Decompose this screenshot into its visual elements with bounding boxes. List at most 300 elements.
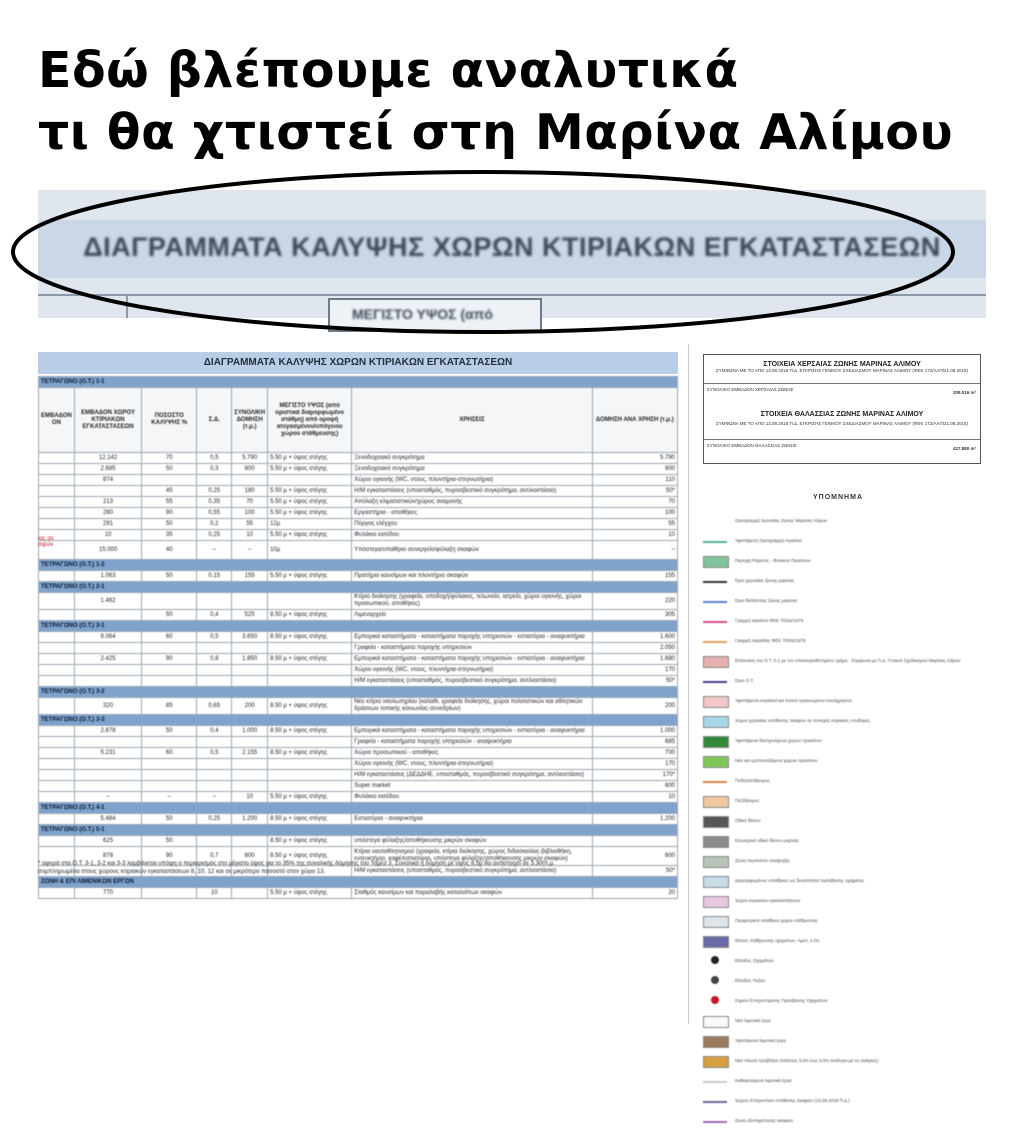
legend-title: ΥΠΟΜΝΗΜΑ bbox=[813, 494, 863, 501]
legend-color-swatch bbox=[703, 936, 729, 948]
legend-item bbox=[703, 632, 983, 652]
section-label: ΤΕΤΡΑΓΩΝΟ (Ο.Τ.) 5-1 bbox=[39, 825, 678, 836]
cell-v: 685 bbox=[592, 737, 677, 748]
table-row bbox=[39, 770, 678, 781]
cell-use: Εμπορικά καταστήματα - καταστήματα παροχής υπηρεσιών - εστιατόρια - αναψυκτήρια bbox=[352, 726, 592, 737]
legend-color-swatch bbox=[703, 1016, 729, 1028]
cell-p bbox=[142, 770, 197, 781]
cell-tot: 5.790 bbox=[232, 453, 268, 464]
land-zone-value: 209.016 m² bbox=[952, 390, 976, 395]
coverage-table-document bbox=[38, 340, 678, 1024]
cell-v: 200 bbox=[592, 698, 677, 715]
legend-color-swatch bbox=[703, 716, 729, 728]
cell-tot: 100 bbox=[232, 508, 268, 519]
cell-tot: 180 bbox=[232, 486, 268, 497]
table-row bbox=[39, 643, 678, 654]
legend-item bbox=[703, 832, 983, 852]
cell-empty bbox=[39, 770, 75, 781]
cell-h: 5.50 μ + ύψος στέγης bbox=[268, 792, 352, 803]
legend-line-swatch bbox=[703, 781, 727, 783]
cell-a: 9.064 bbox=[74, 632, 141, 643]
legend-item bbox=[703, 672, 983, 692]
cell-use: Πύργος ελέγχου bbox=[352, 519, 592, 530]
legend-line-swatch bbox=[703, 1101, 727, 1103]
cell-v: 220 bbox=[592, 593, 677, 610]
cell-p bbox=[142, 665, 197, 676]
legend-blank-swatch bbox=[703, 516, 727, 526]
legend-item bbox=[703, 692, 983, 712]
cell-v: 10 bbox=[592, 792, 677, 803]
cell-h: 12μ bbox=[268, 519, 352, 530]
legend-color-swatch bbox=[703, 856, 729, 868]
table-row bbox=[39, 508, 678, 519]
cell-empty bbox=[39, 737, 75, 748]
cell-a: 625 bbox=[74, 836, 141, 847]
cell-v: 170* bbox=[592, 770, 677, 781]
cell-empty bbox=[39, 453, 75, 464]
cell-v: 2.050 bbox=[592, 643, 677, 654]
cell-a bbox=[74, 610, 141, 621]
cell-use: Κτίριο διοίκησης (γραφεία, υποδοχή/φύλακες, τελωνείο, ιατρείο, χώροι υγιεινής, χώροι προσωπικού, αποθήκες) bbox=[352, 593, 592, 610]
legend-item-label: Υφιστάμενα διατηρούμενα χώρου πρασίνου bbox=[735, 738, 822, 743]
legend-item-label: Πεζόδρομος bbox=[735, 798, 760, 803]
table-row bbox=[39, 814, 678, 825]
cell-h bbox=[268, 676, 352, 687]
table-row bbox=[39, 781, 678, 792]
cell-tot: 155 bbox=[232, 571, 268, 582]
legend-color-swatch bbox=[703, 696, 729, 708]
cell-sd: 0,25 bbox=[197, 486, 232, 497]
cell-tot: 2.155 bbox=[232, 748, 268, 759]
cell-p: 60 bbox=[142, 748, 197, 759]
cell-sd: 0,4 bbox=[197, 726, 232, 737]
cell-use: Χώροι προσωπικού - αποθήκες bbox=[352, 748, 592, 759]
coverage-table bbox=[38, 376, 678, 899]
cell-a: 15.000 bbox=[74, 541, 141, 560]
highlight-ellipse bbox=[8, 168, 958, 336]
cell-empty bbox=[39, 888, 75, 899]
legend-item bbox=[703, 1012, 983, 1032]
cell-sd bbox=[197, 643, 232, 654]
section-row bbox=[39, 877, 678, 888]
cell-tot: 1.000 bbox=[232, 726, 268, 737]
legend-item bbox=[703, 592, 983, 612]
cell-h bbox=[268, 737, 352, 748]
cell-a: 2.425 bbox=[74, 654, 141, 665]
cell-sd bbox=[197, 737, 232, 748]
legend-item-label: Χώροι κτιριακών εγκαταστάσεων bbox=[735, 898, 801, 903]
cell-v: 600 bbox=[592, 781, 677, 792]
red-margin-note: ίας σε σφών bbox=[38, 536, 54, 548]
cell-tot: 70 bbox=[232, 497, 268, 508]
legend-item-label: Είσοδος Πεζών bbox=[735, 978, 766, 983]
cell-p bbox=[142, 593, 197, 610]
cell-empty bbox=[39, 792, 75, 803]
legend-item bbox=[703, 1052, 983, 1072]
cell-sd: 0,15 bbox=[197, 571, 232, 582]
cell-a: 320 bbox=[74, 698, 141, 715]
cell-a bbox=[74, 781, 141, 792]
table-row bbox=[39, 571, 678, 582]
legend-item-label: Επέκταση του Ο.Τ. 5-1 με τον επαναοριοθετημένο τμήμα - Σύμφωνα με Π.Δ. Γενικού Σχεδιασμού Μαρίνας Αλίμου bbox=[735, 658, 961, 663]
cell-use: Χώροι υγιεινής (WC, ντους, πλυντήρια-στεγνωτήρια) bbox=[352, 759, 592, 770]
legend-color-swatch bbox=[703, 1036, 729, 1048]
section-row bbox=[39, 621, 678, 632]
cell-p: 90 bbox=[142, 508, 197, 519]
cell-tot: 200 bbox=[232, 698, 268, 715]
legend-color-swatch bbox=[703, 556, 729, 568]
cell-empty bbox=[39, 814, 75, 825]
cell-sd bbox=[197, 759, 232, 770]
cell-h bbox=[268, 665, 352, 676]
cell-h: 5.50 μ + ύψος στέγης bbox=[268, 571, 352, 582]
cell-p: 50 bbox=[142, 519, 197, 530]
legend-item-label: Οριογραμμή Χερσαίας Ζώνης Μαρίνας Αλίμου bbox=[735, 518, 828, 523]
cell-h: 5.50 μ + ύψος στέγης bbox=[268, 497, 352, 508]
table-row bbox=[39, 759, 678, 770]
cell-use: Ξενοδοχειακό συγκρότημα bbox=[352, 464, 592, 475]
legend-panel bbox=[688, 344, 987, 1123]
cell-v: 70 bbox=[592, 497, 677, 508]
cell-tot bbox=[232, 593, 268, 610]
land-zone-title: ΣΤΟΙΧΕΙΑ ΧΕΡΣΑΙΑΣ ΖΩΝΗΣ ΜΑΡΙΝΑΣ ΑΛΙΜΟΥ bbox=[763, 361, 921, 368]
header-cell: ΧΡΗΣΕΙΣ bbox=[352, 388, 592, 453]
cell-p: 50 bbox=[142, 836, 197, 847]
cell-sd: 0,3 bbox=[197, 464, 232, 475]
cell-use: Φυλάκιο εισόδου bbox=[352, 530, 592, 541]
cell-empty bbox=[39, 836, 75, 847]
cell-p: 50 bbox=[142, 610, 197, 621]
cell-empty bbox=[39, 508, 75, 519]
cell-p: 50 bbox=[142, 814, 197, 825]
cell-sd bbox=[197, 665, 232, 676]
section-label: ΤΕΤΡΑΓΩΝΟ (Ο.Τ.) 2-1 bbox=[39, 582, 678, 593]
table-row bbox=[39, 593, 678, 610]
cell-empty bbox=[39, 519, 75, 530]
banner-title: ΔΙΑΓΡΑΜΜΑΤΑ ΚΑΛΥΨΗΣ ΧΩΡΩΝ ΚΤΙΡΙΑΚΩΝ ΕΓΚΑΤΑΣΤΑΣΕΩΝ bbox=[83, 232, 941, 262]
cell-a: 10 bbox=[74, 530, 141, 541]
legend-color-swatch bbox=[703, 876, 729, 888]
cell-h: 10μ bbox=[268, 541, 352, 560]
legend-item bbox=[703, 612, 983, 632]
legend-item bbox=[703, 552, 983, 572]
table-row bbox=[39, 676, 678, 687]
cell-v: 170 bbox=[592, 759, 677, 770]
zone-data-box bbox=[703, 354, 981, 464]
cell-v: 5.790 bbox=[592, 453, 677, 464]
legend-item bbox=[703, 872, 983, 892]
cell-sd bbox=[197, 781, 232, 792]
legend-dot-swatch bbox=[711, 956, 719, 964]
legend-color-swatch bbox=[703, 836, 729, 848]
legend-item bbox=[703, 792, 983, 812]
cell-tot bbox=[232, 676, 268, 687]
cell-use: Λιμεναρχείο bbox=[352, 610, 592, 621]
cell-v: 700 bbox=[592, 748, 677, 759]
cell-sd: 0,2 bbox=[197, 519, 232, 530]
legend-item bbox=[703, 912, 983, 932]
legend-color-swatch bbox=[703, 656, 729, 668]
section-row bbox=[39, 560, 678, 571]
cell-h bbox=[268, 593, 352, 610]
cell-p: – bbox=[142, 792, 197, 803]
cell-sd bbox=[197, 676, 232, 687]
cell-empty bbox=[39, 654, 75, 665]
legend-item-label: Νέα πλωτή προβλήτα (πλάτους 3,0m έως 5,0m ανάλογα με τις ανάγκες) bbox=[735, 1058, 879, 1063]
cell-a: 878 bbox=[74, 847, 141, 866]
cell-a: 12.142 bbox=[74, 453, 141, 464]
cell-tot: 55 bbox=[232, 519, 268, 530]
headline-line-2: τι θα χτιστεί στη Μαρίνα Αλίμου bbox=[38, 104, 954, 161]
cell-tot: 10 bbox=[232, 530, 268, 541]
legend-line-swatch bbox=[703, 1121, 727, 1123]
cell-empty bbox=[39, 676, 75, 687]
table-row bbox=[39, 698, 678, 715]
cell-tot bbox=[232, 770, 268, 781]
table-row bbox=[39, 836, 678, 847]
table-row bbox=[39, 453, 678, 464]
land-zone-subtitle: ΣΥΜΦΩΝΑ ΜΕ ΤΟ ΑΠΟ 13.08.2018 Π.Δ. ΕΓΚΡΙΣΗΣ ΓΕΝΙΚΟΥ ΣΧΕΔΙΑΣΜΟΥ ΜΑΡΙΝΑΣ ΑΛΙΜΟΥ (ΦΕΚ 172/ΑΑΠ/21.08.2018) bbox=[715, 368, 969, 373]
legend-item-label: Χώρος Επιτρεπτών Απόθεσης Σκαφών (13.08.2018 Π.Δ.) bbox=[735, 1098, 850, 1103]
legend-item-label: Ποδηλατόδρομος bbox=[735, 778, 770, 783]
cell-p bbox=[142, 475, 197, 486]
cell-tot bbox=[232, 643, 268, 654]
cell-p bbox=[142, 643, 197, 654]
sea-zone-row bbox=[704, 439, 980, 462]
sea-zone-title: ΣΤΟΙΧΕΙΑ ΘΑΛΑΣΣΙΑΣ ΖΩΝΗΣ ΜΑΡΙΝΑΣ ΑΛΙΜΟΥ bbox=[760, 411, 924, 418]
cell-p: 35 bbox=[142, 530, 197, 541]
legend-item bbox=[703, 652, 983, 672]
cell-empty bbox=[39, 497, 75, 508]
legend-item-label: Νέα λιμενικά έργα bbox=[735, 1018, 771, 1023]
table-row bbox=[39, 632, 678, 643]
cell-tot: 800 bbox=[232, 464, 268, 475]
cell-p: 90 bbox=[142, 847, 197, 866]
table-row bbox=[39, 792, 678, 803]
cell-tot: 3.650 bbox=[232, 632, 268, 643]
cell-sd: 0,5 bbox=[197, 632, 232, 643]
legend-item bbox=[703, 852, 983, 872]
sea-zone-label: ΣΥΝΟΛΙΚΟ ΕΜΒΑΔΟΝ ΘΑΛΑΣΣΙΑΣ ΖΩΝΗΣ bbox=[707, 443, 797, 448]
cell-a: 213 bbox=[74, 497, 141, 508]
section-row bbox=[39, 803, 678, 814]
cell-empty bbox=[39, 643, 75, 654]
cell-sd bbox=[197, 593, 232, 610]
cell-a: 2.878 bbox=[74, 726, 141, 737]
legend-item bbox=[703, 532, 983, 552]
cell-a: – bbox=[74, 792, 141, 803]
cell-sd: 0,5 bbox=[197, 453, 232, 464]
legend-item bbox=[703, 1032, 983, 1052]
legend-color-swatch bbox=[703, 916, 729, 928]
cell-tot bbox=[232, 781, 268, 792]
table-title: ΔΙΑΓΡΑΜΜΑΤΑ ΚΑΛΥΨΗΣ ΧΩΡΩΝ ΚΤΙΡΙΑΚΩΝ ΕΓΚΑΤΑΣΤΑΣΕΩΝ bbox=[38, 352, 678, 374]
cell-empty bbox=[39, 698, 75, 715]
cell-h: 8.50 μ + ύψος στέγης bbox=[268, 748, 352, 759]
cell-tot bbox=[232, 475, 268, 486]
cell-h: 5.50 μ + ύψος στέγης bbox=[268, 530, 352, 541]
cell-a: 874 bbox=[74, 475, 141, 486]
cell-a: 2.685 bbox=[74, 464, 141, 475]
cell-p: 50 bbox=[142, 571, 197, 582]
section-row: ΤΕΤΡΑΓΩΝΟ (Ο.Τ.) 1-1 bbox=[39, 377, 678, 388]
cell-tot: 10 bbox=[232, 792, 268, 803]
cell-p: 45 bbox=[142, 486, 197, 497]
cell-v: 110 bbox=[592, 475, 677, 486]
cell-empty bbox=[39, 610, 75, 621]
legend-item-label: Γραμμή αιγιαλού ΦΕΚ 703/Δ/1979 bbox=[735, 618, 804, 623]
cell-empty bbox=[39, 665, 75, 676]
cell-h: 8.50 μ + ύψος στέγης bbox=[268, 836, 352, 847]
cell-sd: 0,5 bbox=[197, 748, 232, 759]
cell-sd bbox=[197, 836, 232, 847]
cell-sd: 0,65 bbox=[197, 698, 232, 715]
table-row bbox=[39, 654, 678, 665]
legend-item-label: Ζώνη περιπάτου αναψυχής bbox=[735, 858, 790, 863]
cell-empty bbox=[39, 475, 75, 486]
legend-line-swatch bbox=[703, 541, 727, 543]
cell-v: 50* bbox=[592, 486, 677, 497]
cell-v: 50* bbox=[592, 866, 677, 877]
legend-item bbox=[703, 732, 983, 752]
cell-v: 1.600 bbox=[592, 632, 677, 643]
legend-line-swatch bbox=[703, 601, 727, 603]
cell-p bbox=[142, 737, 197, 748]
header-row bbox=[39, 388, 678, 453]
legend-item-label: Οδικό δίκτυο bbox=[735, 818, 761, 823]
cell-p: 90 bbox=[142, 654, 197, 665]
cell-use: Ξενοδοχειακό συγκρότημα bbox=[352, 453, 592, 464]
cell-a: 1.462 bbox=[74, 593, 141, 610]
table-row bbox=[39, 464, 678, 475]
section-label: ΤΕΤΡΑΓΩΝΟ (Ο.Τ.) 3-1 bbox=[39, 621, 678, 632]
table-row bbox=[39, 665, 678, 676]
table-row bbox=[39, 737, 678, 748]
legend-line-swatch bbox=[703, 621, 727, 623]
legend-color-swatch bbox=[703, 756, 729, 768]
legend-item bbox=[703, 972, 983, 992]
cell-sd: 0,8 bbox=[197, 654, 232, 665]
cell-use: Εμπορικά καταστήματα - καταστήματα παροχής υπηρεσιών - εστιατόρια - αναψυκτήρια bbox=[352, 654, 592, 665]
legend-item-label: Γραμμή παραλίας ΦΕΚ 703/Δ/1979 bbox=[735, 638, 806, 643]
legend-item bbox=[703, 892, 983, 912]
cell-empty bbox=[39, 486, 75, 497]
cell-tot: 600 bbox=[232, 847, 268, 866]
table-row bbox=[39, 497, 678, 508]
legend-dot-swatch bbox=[711, 996, 719, 1004]
section-row bbox=[39, 687, 678, 698]
legend-item bbox=[703, 1072, 983, 1092]
cell-sd: 0,55 bbox=[197, 508, 232, 519]
cell-v: 600 bbox=[592, 847, 677, 866]
cell-a bbox=[74, 486, 141, 497]
cell-tot bbox=[232, 759, 268, 770]
cell-use: Η/Μ εγκαταστάσεις (υποσταθμός, πυροσβεστικό συγκρότημα, αντλιοστάσιο) bbox=[352, 486, 592, 497]
legend-line-swatch bbox=[703, 681, 727, 683]
cell-v: – bbox=[592, 541, 677, 560]
cell-tot bbox=[232, 888, 268, 899]
legend-item-label: Υφιστάμενη Οριογραμμή Αιγιαλού bbox=[735, 538, 802, 543]
legend-item-label: Είσοδος Οχημάτων bbox=[735, 958, 774, 963]
section-label: ΤΕΤΡΑΓΩΝΟ (Ο.Τ.) 4-1 bbox=[39, 803, 678, 814]
cell-sd bbox=[197, 770, 232, 781]
banner-subheading: ΜΕΓΙΣΤΟ ΥΨΟΣ (από bbox=[352, 306, 493, 322]
cell-h: 8.50 μ + ύψος στέγης bbox=[268, 632, 352, 643]
legend-item bbox=[703, 1112, 983, 1132]
cell-v: 50* bbox=[592, 676, 677, 687]
cell-empty bbox=[39, 593, 75, 610]
legend-item-label: Όριο χερσαίας ζώνης μαρίνας bbox=[735, 578, 795, 583]
cell-v: 55 bbox=[592, 519, 677, 530]
legend-item-label: Περιμετρικοί υπαίθριοι χώροι στάθμευσης bbox=[735, 918, 818, 923]
cell-use: Απόλαξη κλιματιστικών/χώρος αναμονής bbox=[352, 497, 592, 508]
legend-item-label: Υφιστάμενοι κτιριακοί και λοιποί οργανωμένοι κοινόχρηστοι bbox=[735, 698, 852, 703]
cell-a bbox=[74, 665, 141, 676]
legend-item bbox=[703, 572, 983, 592]
legend-list bbox=[703, 512, 983, 1132]
legend-item bbox=[703, 512, 983, 532]
table-row bbox=[39, 748, 678, 759]
cell-v: 1.200 bbox=[592, 814, 677, 825]
footnote-line-2: συμπληρωμένα στους χώρους κτιριακών εγκαταστάσεων 8, 10, 12 και σε μικρότερο ποσοστό στον χώρο 13. bbox=[38, 869, 326, 875]
footnote bbox=[38, 860, 678, 876]
cell-h: 8.50 μ + ύψος στέγης bbox=[268, 654, 352, 665]
legend-item bbox=[703, 1092, 983, 1112]
cell-use: Εμπορικά καταστήματα - καταστήματα παροχής υπηρεσιών - εστιατόρια - αναψυκτήρια bbox=[352, 632, 592, 643]
cell-use: Χώροι υγιεινής (WC, ντους, πλυντήρια-στεγνωτήρια) bbox=[352, 475, 592, 486]
section-label: ΤΕΤΡΑΓΩΝΟ (Ο.Τ.) 1-2 bbox=[39, 560, 678, 571]
legend-color-swatch bbox=[703, 816, 729, 828]
section-label: ΤΕΤΡΑΓΩΝΟ (Ο.Τ.) 3-2 bbox=[39, 687, 678, 698]
cell-h: 5.50 μ + ύψος στέγης bbox=[268, 464, 352, 475]
cell-p: 40 bbox=[142, 541, 197, 560]
header-cell: ΕΜΒΑΔΟΝ ΧΩΡΟΥ ΚΤΙΡΙΑΚΩΝ ΕΓΚΑΤΑΣΤΑΣΕΩΝ bbox=[74, 388, 141, 453]
cell-v: 155 bbox=[592, 571, 677, 582]
legend-item-label: Εσωτερικό οδικό δίκτυο μαρίνας bbox=[735, 838, 799, 843]
cell-tot bbox=[232, 737, 268, 748]
section-row bbox=[39, 715, 678, 726]
cell-use: Γραφεία - καταστήματα παροχής υπηρεσιών - αναψυκτήρια bbox=[352, 737, 592, 748]
legend-color-swatch bbox=[703, 736, 729, 748]
cell-empty bbox=[39, 781, 75, 792]
table-row bbox=[39, 610, 678, 621]
cell-use: Super market bbox=[352, 781, 592, 792]
cell-use: Χώροι υγιεινής (WC, ντους, πλυντήρια-στεγνωτήρια) bbox=[352, 665, 592, 676]
cell-tot: 525 bbox=[232, 610, 268, 621]
cell-h bbox=[268, 781, 352, 792]
cell-tot bbox=[232, 665, 268, 676]
cell-use: Η/Μ εγκαταστάσεις (υποσταθμός, πυροσβεστικό συγκρότημα, αντλιοστάσιο) bbox=[352, 866, 592, 877]
header-cell: ΜΕΓΙΣΤΟ ΥΨΟΣ (από οριστικά διαμορφωμένο στάθμη) από οροφή ατεγασμένου/υπόγειου χώρου στάθμευσης) bbox=[268, 388, 352, 453]
land-zone-label: ΣΥΝΟΛΙΚΟ ΕΜΒΑΔΟΝ ΧΕΡΣΑΙΑΣ ΖΩΝΗΣ bbox=[707, 387, 794, 392]
header-cell: Σ.Δ. bbox=[197, 388, 232, 453]
cell-h: 8.50 μ + ύψος στέγης bbox=[268, 726, 352, 737]
cell-empty bbox=[39, 748, 75, 759]
cell-empty bbox=[39, 571, 75, 582]
section-row bbox=[39, 582, 678, 593]
section-label: ΤΕΤΡΑΓΩΝΟ (Ο.Τ.) 3-3 bbox=[39, 715, 678, 726]
header-cell: ΣΥΝΟΛΙΚΗ ΔΟΜΗΣΗ (τ.μ.) bbox=[232, 388, 268, 453]
cell-p bbox=[142, 888, 197, 899]
legend-color-swatch bbox=[703, 1056, 729, 1068]
cell-sd: 0,25 bbox=[197, 814, 232, 825]
cell-use: Η/Μ εγκαταστάσεις (υποσταθμός, πυροσβεστικό συγκρότημα, αντλιοστάσιο) bbox=[352, 676, 592, 687]
cell-a: 5.484 bbox=[74, 814, 141, 825]
table-row bbox=[39, 486, 678, 497]
cell-v: 20 bbox=[592, 888, 677, 899]
legend-item-label: Νέα και εμπλουτιζόμενα χώρου πρασίνου bbox=[735, 758, 818, 763]
cell-a: 1.063 bbox=[74, 571, 141, 582]
